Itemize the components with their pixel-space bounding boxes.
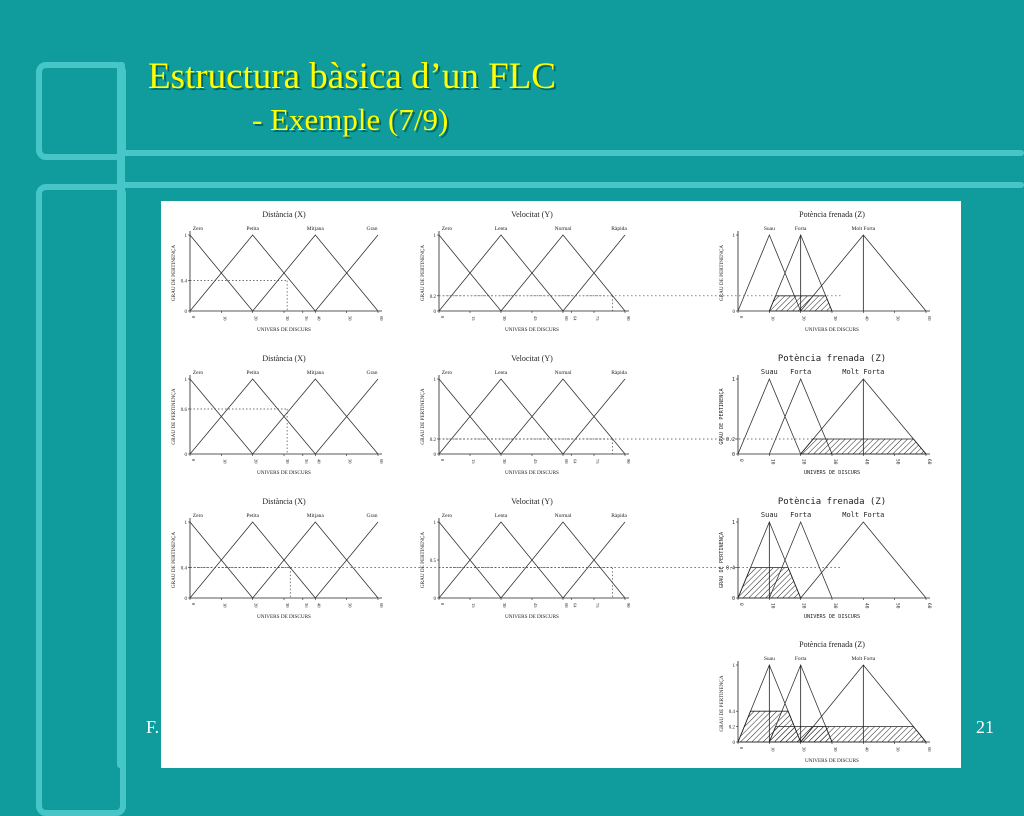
panel-pot-agg (719, 640, 932, 764)
panel-pot-1 (719, 210, 932, 333)
y-tick-label: 0.2 (429, 438, 436, 443)
y-tick-label: 0 (184, 310, 187, 315)
x-tick-label: 10 (769, 459, 775, 465)
set-label: Gran (366, 226, 378, 232)
x-tick-label: 40 (864, 747, 870, 752)
x-tick-label: 20 (253, 603, 259, 608)
set-label: Mitjana (306, 513, 324, 519)
x-tick-label: 45 (533, 316, 538, 321)
set-label: Gran (366, 513, 378, 519)
y-tick-label: 0 (732, 310, 735, 315)
set-label: Petita (246, 226, 259, 232)
panel-title: Distància (X) (262, 497, 306, 506)
x-tick-label: 45 (533, 459, 538, 464)
x-tick-label: 64 (572, 316, 578, 321)
page-number: 21 (976, 717, 994, 737)
membership-triangle-normal (501, 379, 625, 454)
panel-title: Potència frenada (Z) (799, 210, 865, 219)
x-tick-label: 0 (739, 316, 744, 319)
y-tick-label: 0 (433, 310, 436, 315)
panel-title: Potència frenada (Z) (777, 497, 887, 507)
x-tick-label: 0 (739, 747, 744, 750)
x-tick-label: 60 (564, 603, 569, 608)
y-tick-label: 0 (731, 452, 735, 458)
panel-dist-3 (171, 497, 384, 620)
panel-title: Velocitat (Y) (511, 354, 553, 363)
x-tick-label: 30 (502, 459, 507, 464)
x-tick-label: 36 (303, 459, 309, 464)
membership-triangle-mitjana (253, 235, 378, 311)
x-tick-label: 30 (832, 459, 837, 465)
y-tick-label: 1 (731, 377, 735, 383)
set-label: Zero (192, 513, 204, 519)
fuzzy-inference-figure (161, 201, 961, 768)
y-tick-label: 1 (732, 234, 735, 239)
set-label: Molt Forta (851, 656, 876, 662)
x-tick-label: 10 (222, 316, 228, 321)
x-tick-label: 20 (801, 316, 807, 321)
membership-triangle-mitjana (253, 379, 378, 454)
x-tick-label: 15 (471, 603, 476, 608)
set-label: Zero (441, 513, 453, 519)
set-label: Normal (554, 370, 572, 376)
x-tick-label: 0 (440, 459, 445, 462)
panel-vel-3 (420, 497, 631, 620)
panel-dist-1 (171, 210, 384, 333)
x-tick-label: 75 (595, 459, 600, 464)
y-tick-label: 1 (731, 520, 735, 526)
y-tick-label: 1 (433, 378, 436, 383)
set-label: Zero (192, 226, 204, 232)
y-axis-label: GRAU DE PERTINENÇA (420, 388, 426, 445)
x-axis-label: UNIVERS DE DISCURS (505, 470, 559, 476)
x-tick-label: 40 (863, 459, 869, 465)
panel-pot-3 (719, 496, 932, 620)
panel-pot-2 (719, 353, 932, 476)
x-tick-label: 30 (502, 316, 507, 321)
y-tick-label: 0.4 (725, 565, 735, 572)
x-tick-label: 50 (347, 459, 353, 464)
x-tick-label: 0 (440, 316, 445, 319)
x-tick-label: 40 (316, 459, 322, 464)
y-tick-label: 0.4 (180, 566, 187, 572)
x-tick-label: 30 (285, 459, 290, 464)
x-tick-label: 30 (502, 603, 507, 608)
x-axis-label: UNIVERS DE DISCURS (803, 614, 861, 620)
y-tick-label: 1 (184, 234, 187, 239)
panel-vel-2 (420, 354, 631, 476)
set-label: Forta (794, 226, 807, 232)
membership-triangle-suau (738, 379, 801, 454)
membership-triangle-petita (190, 235, 315, 311)
x-tick-label: 15 (471, 459, 476, 464)
x-tick-label: 75 (595, 316, 600, 321)
set-label: Lenta (494, 513, 508, 519)
x-tick-label: 60 (379, 603, 384, 608)
x-tick-label: 30 (285, 603, 290, 608)
frame-vertical-bar (117, 62, 125, 768)
x-tick-label: 45 (533, 603, 538, 608)
y-tick-label: 0.5 (429, 559, 436, 564)
y-axis-label: GRAU DE PERTINENÇA (719, 675, 725, 732)
y-tick-label: 0.2 (725, 437, 735, 443)
y-axis-label: GRAU DE PERTINENÇA (719, 244, 725, 302)
x-tick-label: 50 (895, 747, 901, 752)
x-tick-label: 50 (894, 603, 900, 609)
x-tick-label: 60 (564, 316, 569, 321)
set-label: Gran (366, 370, 378, 376)
set-label: Ràpida (611, 513, 627, 519)
set-label: Lenta (494, 226, 508, 232)
set-label: Mitjana (306, 226, 324, 232)
panel-dist-2 (171, 354, 384, 476)
x-tick-label: 64 (572, 603, 578, 608)
frame-top-line (117, 150, 1024, 156)
set-label: Lenta (494, 370, 508, 376)
membership-triangle-normal (501, 235, 625, 311)
set-label: Suau (760, 368, 778, 376)
set-label: Normal (554, 226, 572, 232)
x-tick-label: 30 (833, 747, 838, 752)
x-tick-label: 40 (864, 316, 870, 321)
y-tick-label: 1 (433, 234, 436, 239)
set-label: Forta (794, 656, 807, 662)
membership-triangle-molt-forta (801, 522, 926, 598)
x-tick-label: 50 (895, 316, 901, 321)
y-tick-label: 0.2 (429, 294, 436, 300)
membership-triangle-petita (190, 522, 315, 598)
x-tick-label: 20 (801, 747, 807, 752)
x-tick-label: 36 (303, 603, 309, 608)
x-axis-label: UNIVERS DE DISCURS (257, 327, 311, 333)
x-tick-label: 60 (379, 316, 384, 321)
y-tick-label: 0 (184, 597, 187, 602)
membership-triangle-petita (190, 379, 315, 454)
membership-triangle-normal (501, 522, 625, 598)
frame-mid-line (117, 182, 1024, 188)
frame-top-square (36, 62, 126, 160)
x-tick-label: 0 (191, 459, 196, 462)
set-label: Ràpida (611, 370, 627, 376)
x-tick-label: 30 (833, 316, 838, 321)
set-label: Molt Forta (842, 368, 885, 376)
frame-content-square (36, 184, 126, 816)
set-label: Suau (763, 226, 775, 232)
slide-subtitle: - Exemple (7/9) (252, 102, 449, 137)
x-tick-label: 60 (564, 459, 569, 464)
x-tick-label: 30 (285, 316, 290, 321)
x-tick-label: 0 (191, 603, 196, 606)
footer-left: F. (146, 717, 160, 737)
y-tick-label: 0.2 (728, 725, 735, 731)
set-label: Suau (763, 656, 775, 662)
x-tick-label: 10 (222, 603, 228, 608)
x-axis-label: UNIVERS DE DISCURS (505, 614, 559, 620)
x-tick-label: 20 (800, 603, 806, 609)
x-tick-label: 60 (926, 459, 931, 465)
set-label: Molt Forta (842, 511, 885, 519)
set-label: Normal (554, 513, 572, 519)
x-tick-label: 10 (770, 747, 776, 752)
x-tick-label: 60 (927, 747, 932, 752)
x-tick-label: 10 (769, 603, 775, 609)
set-label: Forta (790, 511, 812, 519)
y-tick-label: 0 (184, 453, 187, 458)
y-tick-label: 0 (433, 597, 436, 602)
x-tick-label: 90 (626, 603, 631, 608)
panel-title: Distància (X) (262, 210, 306, 219)
panel-title: Potència frenada (Z) (799, 640, 865, 649)
set-label: Suau (760, 511, 778, 519)
x-tick-label: 50 (347, 603, 353, 608)
x-tick-label: 60 (379, 459, 384, 464)
slide-title: Estructura bàsica d’un FLC (148, 56, 556, 97)
y-axis-label: GRAU DE PERTINENÇA (171, 388, 177, 445)
membership-triangle-mitjana (253, 522, 378, 598)
y-axis-label: GRAU DE PERTINENÇA (171, 244, 177, 302)
x-tick-label: 0 (738, 459, 743, 462)
x-axis-label: UNIVERS DE DISCURS (805, 327, 859, 333)
x-tick-label: 20 (253, 316, 259, 321)
y-tick-label: 0 (732, 741, 735, 746)
y-tick-label: 0 (433, 453, 436, 458)
y-tick-label: 1 (732, 664, 735, 669)
x-tick-label: 15 (471, 316, 476, 321)
y-tick-label: 0.6 (180, 408, 187, 413)
set-label: Mitjana (306, 370, 324, 376)
y-tick-label: 0 (731, 596, 735, 602)
y-axis-label: GRAU DE PERTINENÇA (719, 388, 725, 445)
set-label: Zero (441, 226, 453, 232)
membership-triangle-lenta (439, 522, 563, 598)
y-axis-label: GRAU DE PERTINENÇA (420, 531, 426, 589)
set-label: Forta (790, 368, 812, 376)
y-tick-label: 1 (184, 378, 187, 383)
x-axis-label: UNIVERS DE DISCURS (257, 614, 311, 620)
set-label: Ràpida (611, 226, 627, 232)
set-label: Petita (246, 370, 259, 376)
set-label: Petita (246, 513, 259, 519)
set-label: Zero (441, 370, 453, 376)
x-axis-label: UNIVERS DE DISCURS (257, 470, 311, 476)
x-tick-label: 20 (253, 459, 259, 464)
x-tick-label: 30 (832, 603, 837, 609)
x-tick-label: 0 (440, 603, 445, 606)
membership-triangle-lenta (439, 379, 563, 454)
x-tick-label: 40 (316, 316, 322, 321)
x-axis-label: UNIVERS DE DISCURS (805, 758, 859, 764)
panel-vel-1 (420, 210, 631, 333)
x-axis-label: UNIVERS DE DISCURS (505, 327, 559, 333)
y-tick-label: 1 (184, 521, 187, 526)
y-axis-label: GRAU DE PERTINENÇA (719, 531, 725, 589)
fuzzy-inference-diagram (161, 201, 961, 768)
y-axis-label: GRAU DE PERTINENÇA (420, 244, 426, 302)
x-tick-label: 0 (738, 603, 743, 606)
x-tick-label: 60 (926, 603, 931, 609)
x-tick-label: 20 (800, 459, 806, 465)
set-label: Molt Forta (851, 226, 876, 232)
set-label: Zero (192, 370, 204, 376)
x-tick-label: 36 (303, 316, 309, 321)
x-tick-label: 50 (347, 316, 353, 321)
x-tick-label: 75 (595, 603, 600, 608)
y-tick-label: 1 (433, 521, 436, 526)
membership-triangle-lenta (439, 235, 563, 311)
y-axis-label: GRAU DE PERTINENÇA (171, 531, 177, 589)
y-tick-label: 0.4 (728, 710, 735, 716)
x-tick-label: 0 (191, 316, 196, 319)
x-tick-label: 90 (626, 459, 631, 464)
x-tick-label: 40 (863, 603, 869, 609)
x-tick-label: 10 (222, 459, 228, 464)
x-tick-label: 64 (572, 459, 578, 464)
x-tick-label: 60 (927, 316, 932, 321)
panel-title: Distància (X) (262, 354, 306, 363)
x-tick-label: 10 (770, 316, 776, 321)
x-tick-label: 90 (626, 316, 631, 321)
x-axis-label: UNIVERS DE DISCURS (803, 470, 861, 476)
x-tick-label: 50 (894, 459, 900, 465)
panel-title: Potència frenada (Z) (777, 354, 887, 364)
panel-title: Velocitat (Y) (511, 497, 553, 506)
panel-title: Velocitat (Y) (511, 210, 553, 219)
x-tick-label: 40 (316, 603, 322, 608)
y-tick-label: 0.4 (180, 279, 187, 285)
